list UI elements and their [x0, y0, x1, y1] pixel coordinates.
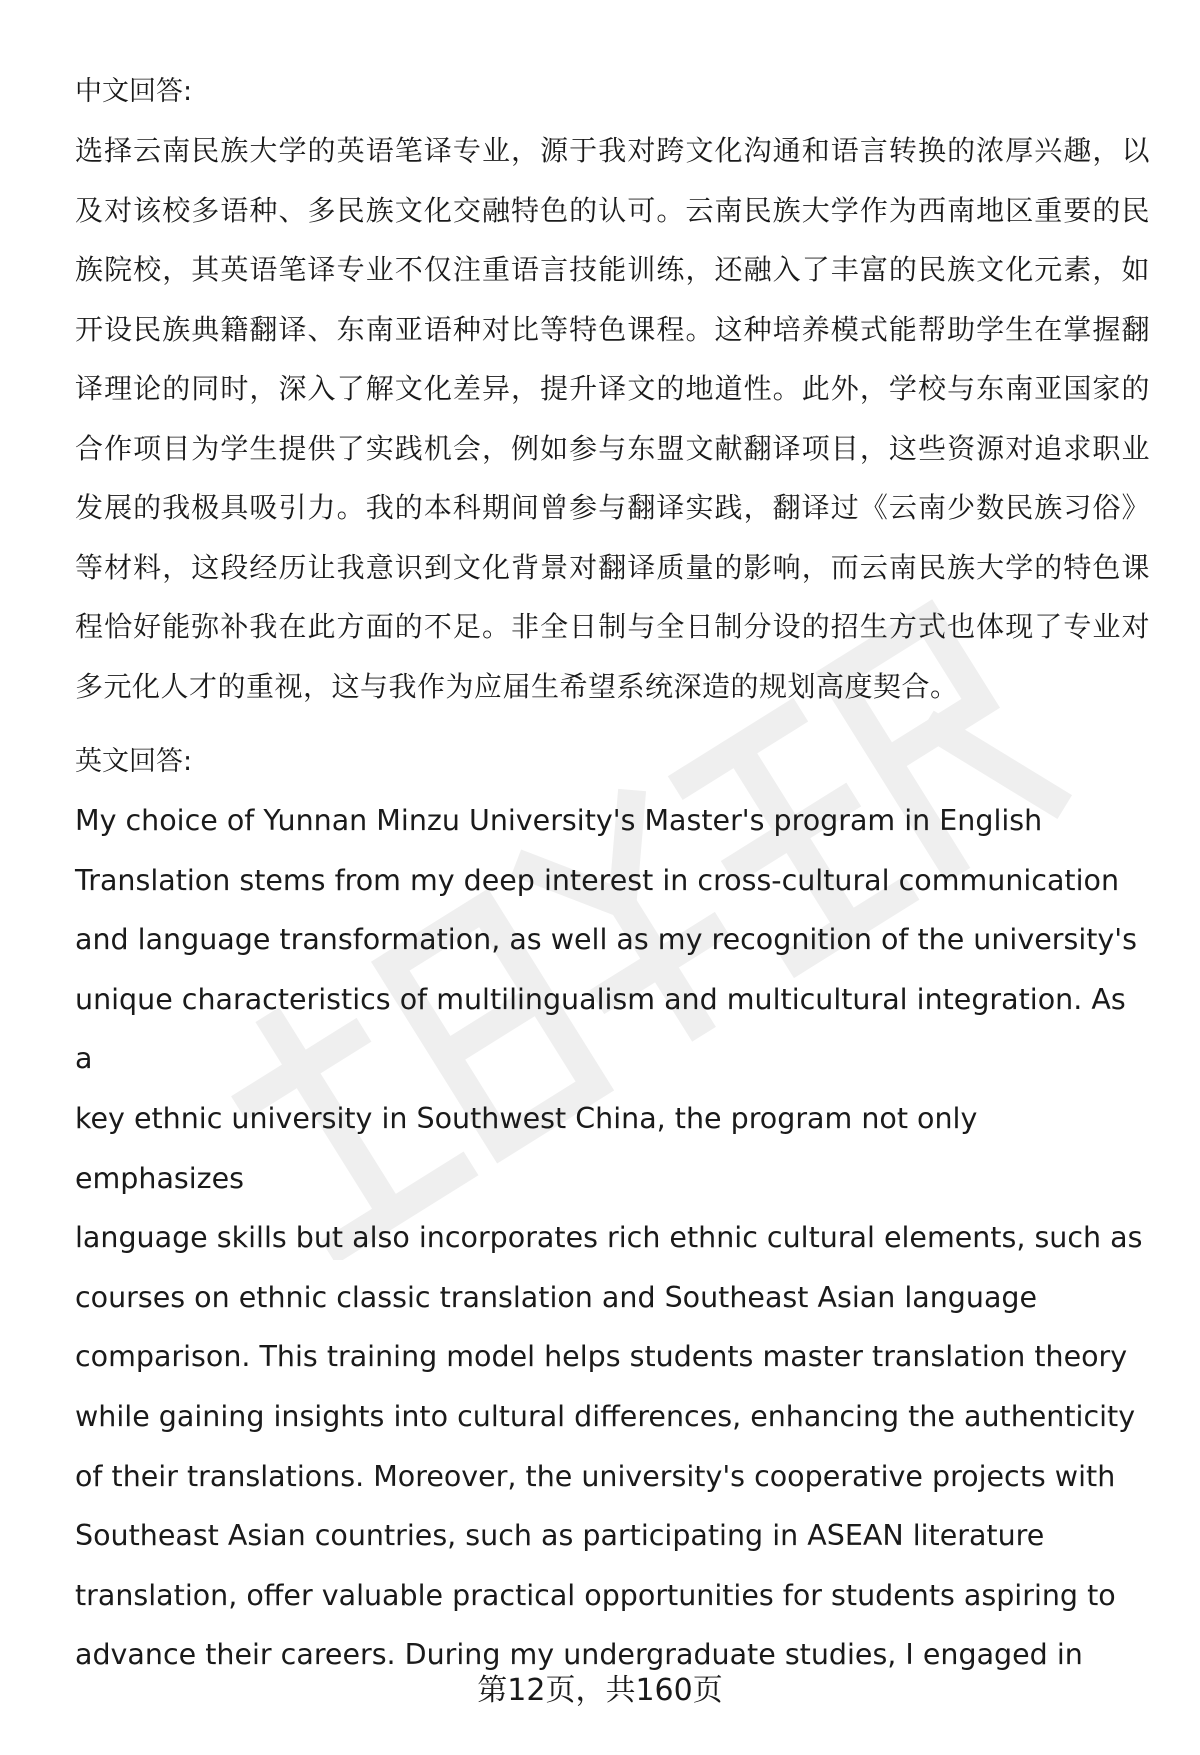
section-spacer: [75, 716, 1150, 732]
english-answer-body: [75, 791, 1150, 1685]
english-line: My choice of Yunnan Minzu University's Master's program in English: [75, 804, 1043, 837]
english-line: unique characteristics of multilingualism and multicultural integration. As a: [75, 982, 1126, 1076]
english-line: translation, offer valuable practical opportunities for students aspiring to: [75, 1578, 1116, 1612]
english-line: Translation stems from my deep interest in cross-cultural communication: [75, 863, 1120, 897]
english-line: comparison. This training model helps students master translation theory: [75, 1340, 1128, 1374]
english-line: and language transformation, as well as my recognition of the university's: [75, 923, 1137, 957]
english-answer-heading: 英文回答:: [75, 746, 193, 777]
english-line: of their translations. Moreover, the university's cooperative projects with: [75, 1459, 1116, 1493]
english-line: while gaining insights into cultural differences, enhancing the authenticity: [75, 1399, 1136, 1433]
english-line: language skills but also incorporates rich ethnic cultural elements, such as: [75, 1221, 1143, 1255]
page-number-footer: 第12页，共160页: [477, 1673, 723, 1708]
english-line: Southeast Asian countries, such as participating in ASEAN literature: [75, 1519, 1045, 1553]
chinese-answer-heading: 中文回答:: [75, 76, 193, 107]
english-line: courses on ethnic classic translation and Southeast Asian language: [75, 1280, 1038, 1314]
chinese-answer-body: 选择云南民族大学的英语笔译专业，源于我对跨文化沟通和语言转换的浓厚兴趣，以及对该校多语种、多民族文化交融特色的认可。云南民族大学作为西南地区重要的民族院校，其英语笔译专业不仅注重语言技能训练，还融入了丰富的民族文化元素，如开设民族典籍翻译、东南亚语种对比等特色课程。这种培养模式能帮助学生在掌握翻译理论的同时，深入了解文化差异，提升译文的地道性。此外，学校与东南亚国家的合作项目为学生提供了实践机会，例如参与东盟文献翻译项目，这些资源对追求职业发展的我极具吸引力。我的本科期间曾参与翻译实践，翻译过《云南少数民族习俗》等材料，这段经历让我意识到文化背景对翻译质量的影响，而云南民族大学的特色课程恰好能弥补我在此方面的不足。非全日制与全日制分设的招生方式也体现了专业对多元化人才的重视，这与我作为应届生希望系统深造的规划高度契合。: [75, 134, 1150, 703]
document-content: [75, 62, 1150, 1685]
english-line: advance their careers. During my undergraduate studies, I engaged in: [75, 1638, 1083, 1672]
english-line: key ethnic university in Southwest China, the program not only emphasizes: [75, 1101, 978, 1195]
